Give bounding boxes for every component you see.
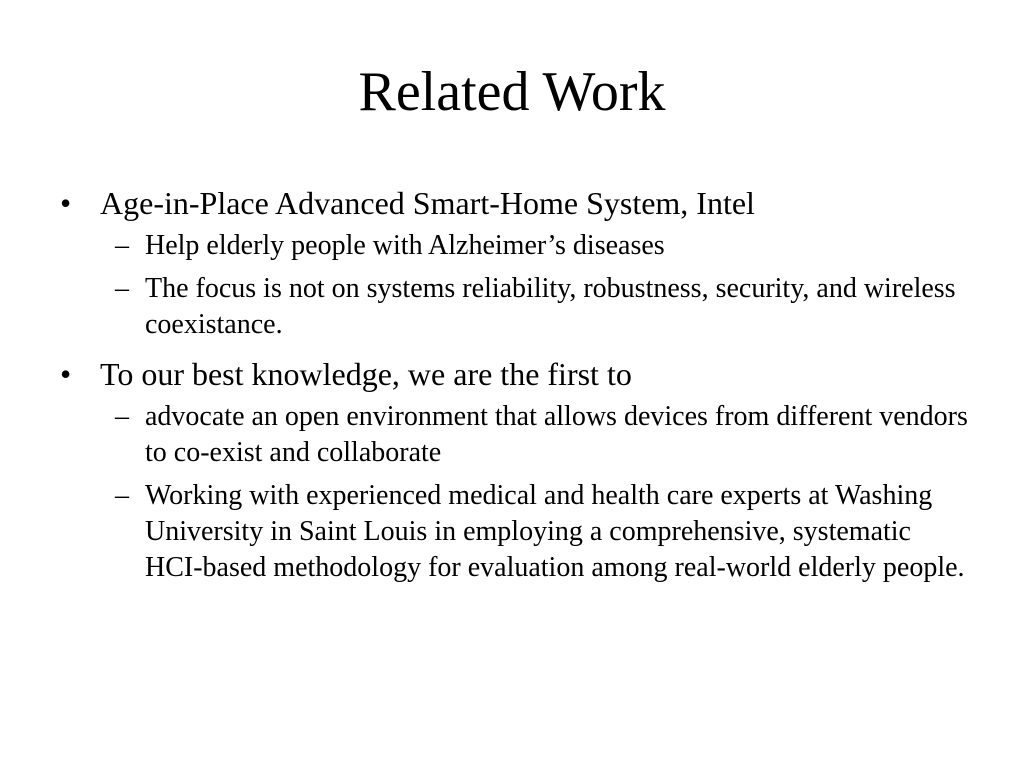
slide-content	[60, 184, 970, 598]
slide-title: Related Work	[358, 61, 666, 123]
dash-marker: –	[115, 230, 129, 261]
sub-bullet-item	[60, 399, 970, 471]
bullet-item	[60, 355, 970, 393]
bullet-group-1	[60, 184, 970, 343]
sub-bullet-list	[60, 399, 970, 586]
sub-bullet-item	[60, 271, 970, 343]
bullet-marker: •	[60, 185, 72, 221]
dash-marker: –	[115, 480, 129, 511]
sub-bullet-item	[60, 478, 970, 586]
bullet-item	[60, 184, 970, 222]
sub-bullet-text: The focus is not on systems reliability, robustness, security, and wireless coexistance.	[145, 273, 956, 340]
bullet-marker: •	[60, 356, 72, 392]
dash-marker: –	[115, 273, 129, 304]
bullet-group-2	[60, 355, 970, 586]
sub-bullet-text: advocate an open environment that allows devices from different vendors to co-exist and collaborate	[145, 401, 968, 468]
sub-bullet-text: Working with experienced medical and health care experts at Washing University in Saint Louis in employing a comprehensive, systematic HCI-based methodology for evaluation among real-world elderly people.	[145, 480, 965, 583]
dash-marker: –	[115, 401, 129, 432]
sub-bullet-text: Help elderly people with Alzheimer’s diseases	[145, 230, 665, 261]
sub-bullet-item	[60, 228, 970, 264]
bullet-text: To our best knowledge, we are the first to	[100, 356, 632, 392]
sub-bullet-list	[60, 228, 970, 343]
bullet-text: Age-in-Place Advanced Smart-Home System, Intel	[100, 185, 755, 221]
